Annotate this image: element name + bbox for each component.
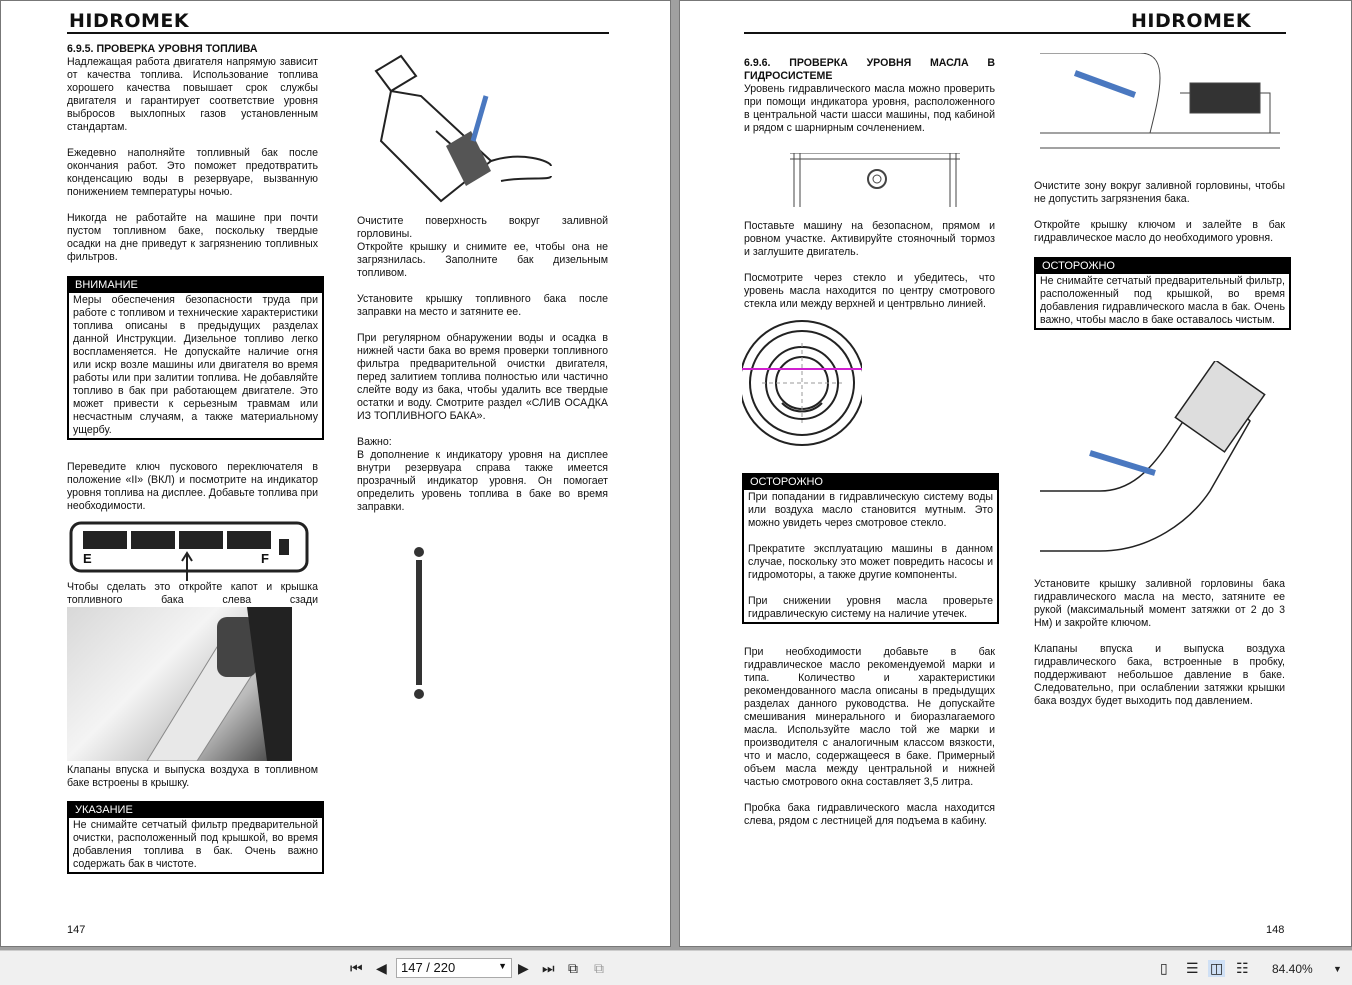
continuous-view-icon[interactable]: ☰ bbox=[1186, 960, 1199, 976]
machine-chassis-drawing bbox=[1040, 53, 1280, 169]
warning-text: Меры обеспечения безопасности труда при работе с топливом и технические характеристики топлива описаны в предыдущих разделах данной Инструкции. Дизельное топливо легко воспламеняется. Не допускайте наличие огня или искр возле машины или двигателя во время работы или при залитии топлива. Не добавляйте топливо в бак при работающем двигателе. Это может привести к серьезным травмам или несчастным случаям, а также материальному ущербу. bbox=[73, 294, 318, 436]
paragraph: Установите крышку заливной горловины бака гидравлического масла на место, затяните ее рукой (максимальный момент затяжки от 2 до 3 Нм) и закройте ключом. bbox=[1034, 578, 1285, 629]
paragraph: Уровень гидравлического масла можно проверить при помощи индикатора уровня, расположенного в центральной части шасси машины, под кабиной и рядом с шарнирным сочленением. bbox=[744, 83, 995, 134]
fuel-gauge-figure bbox=[69, 521, 309, 581]
sight-glass-frame-drawing bbox=[790, 153, 960, 207]
page-number: 147 bbox=[67, 924, 86, 936]
caution-text: При снижении уровня масла проверьте гидравлическую систему на наличие утечек. bbox=[748, 595, 993, 620]
note-title: УКАЗАНИЕ bbox=[69, 803, 322, 818]
next-page-button[interactable]: ▶ bbox=[518, 960, 529, 976]
note-box bbox=[67, 801, 324, 874]
left-col1 bbox=[67, 43, 318, 277]
paragraph: Очистите поверхность вокруг заливной горловины. bbox=[357, 215, 608, 240]
paragraph: Установите крышку топливного бака после заправки на место и затяните ее. bbox=[357, 293, 608, 318]
warning-box bbox=[67, 276, 324, 440]
hydraulic-filler-drawing bbox=[1040, 361, 1280, 553]
page-number: 148 bbox=[1266, 924, 1285, 936]
first-page-button[interactable]: ⏮ bbox=[350, 960, 363, 976]
last-page-button[interactable]: ⏭ bbox=[542, 960, 555, 976]
paragraph: Откройте крышку ключом и залейте в бак гидравлическое масло до необходимого уровня. bbox=[1034, 219, 1285, 244]
paragraph: Очистите зону вокруг заливной горловины, чтобы не допустить загрязнения бака. bbox=[1034, 180, 1285, 205]
section-title: 6.9.5. ПРОВЕРКА УРОВНЯ ТОПЛИВА bbox=[67, 43, 258, 55]
section-title: 6.9.6. ПРОВЕРКА УРОВНЯ МАСЛА В ГИДРОСИСТЕМЕ bbox=[744, 57, 995, 82]
caution-box-2 bbox=[1034, 257, 1291, 330]
two-page-view-icon[interactable]: ◫ bbox=[1210, 960, 1224, 976]
paragraph: Откройте крышку и снимите ее, чтобы она не загрязнилась. Заполните бак дизельным топливом. bbox=[357, 241, 608, 279]
page-dropdown-icon[interactable]: ▼ bbox=[498, 961, 507, 971]
key-paragraph: Переведите ключ пускового переключателя в положение «II» (ВКЛ) и посмотрите на индикатор уровня топлива на дисплее. Добавьте топлива при необходимости. bbox=[67, 461, 318, 512]
zoom-dropdown-icon[interactable]: ▼ bbox=[1333, 964, 1342, 974]
paragraph: При регулярном обнаружении воды и осадка в нижней части бака во время проверки топливного фильтра предварительной очистки двигателя, перед залитием топлива полностью или частично слейте воду из бака, чтобы удалить все твердые остатки и воду. Смотрите раздел «СЛИВ ОСАДКА ИЗ ТОПЛИВНОГО БАКА». bbox=[357, 332, 608, 422]
page-number-input[interactable] bbox=[396, 958, 512, 978]
left-page bbox=[0, 0, 671, 947]
paragraph: Клапаны впуска и выпуска воздуха гидравлического бака, встроенные в пробку, поддерживают небольшое давление в баке. Следовательно, при ослаблении затяжки крышки бака воздух будет выходить под давлением. bbox=[1034, 643, 1285, 707]
rotate-back-icon[interactable]: ⧉ bbox=[594, 960, 604, 976]
left-col2 bbox=[357, 215, 608, 527]
paragraph: Посмотрите через стекло и убедитесь, что уровень масла находится по центру смотрового стекла или между верхней и центрвльно линией. bbox=[744, 272, 995, 310]
filler-cap-drawing bbox=[361, 51, 561, 211]
caution-text: При попадании в гидравлическую систему воды или воздуха масло становится мутным. Это можно увидеть через смотровое стекло. bbox=[748, 491, 993, 529]
paragraph: Пробка бака гидравлического масла находится слева, рядом с лестницей для подъема в кабину. bbox=[744, 802, 995, 827]
caution-text: Не снимайте сетчатый предварительный фильтр, расположенный под крышкой, во время добавления гидравлического масла в бак. Очень важно, чтобы масло в баке оставалось чистым. bbox=[1040, 275, 1285, 326]
right-col2 bbox=[1034, 180, 1285, 258]
right-col1 bbox=[744, 57, 995, 148]
paragraph: Ежедевно наполняйте топливный бак после окончания работ. Это поможет предотвратить конденсацию воды в резервуаре, вызванную понижением температуры ночью. bbox=[67, 147, 318, 198]
warning-title: ВНИМАНИЕ bbox=[69, 278, 322, 293]
caution-title: ОСТОРОЖНО bbox=[1036, 259, 1289, 274]
gauge-empty-label: E bbox=[83, 551, 92, 566]
caution-box-1 bbox=[742, 473, 999, 624]
paragraph: Поставьте машину на безопасном, прямом и ровном участке. Активируйте стояночный тормоз и заглушите двигатель. bbox=[744, 220, 995, 258]
brand-logo: HIDROMEK bbox=[1131, 10, 1252, 32]
gauge-full-label: F bbox=[261, 551, 269, 566]
header-rule bbox=[744, 32, 1286, 34]
caution-title: ОСТОРОЖНО bbox=[744, 475, 997, 490]
right-col1-c bbox=[744, 646, 995, 841]
right-page bbox=[679, 0, 1352, 947]
note-text: Не снимайте сетчатый фильтр предварительной очистки, расположенный под крышкой, во время добавления топлива в бак. Очень важно содержать бак в чистоте. bbox=[73, 819, 318, 870]
caution-text: Прекратите эксплуатацию машины в данном случае, поскольку это может повредить насосы и гидромоторы, а также другие компоненты. bbox=[748, 543, 993, 581]
fuel-tank-photo bbox=[67, 607, 292, 761]
hood-paragraph: Чтобы сделать это откройте капот и крышка топливного бака слева сзади bbox=[67, 581, 318, 606]
valves-paragraph: Клапаны впуска и выпуска воздуха в топливном баке встроены в крышку. bbox=[67, 764, 318, 789]
right-col1-b bbox=[744, 220, 995, 324]
paragraph: Надлежащая работа двигателя напрямую зависит от качества топлива. Использование топлива хорошего качества повышает срок службы двигателя и гарантирует соответствие уровня выбросов выхлопных газов установленным стандартам. bbox=[67, 56, 318, 133]
sight-glass-level-drawing bbox=[742, 313, 862, 453]
paragraph: В дополнение к индикатору уровня на дисплее внутри резервуара справа также имеется прозрачный индикатор уровня. Он помогает определить уровень топлива в баке во время заправки. bbox=[357, 449, 608, 513]
single-page-view-icon[interactable]: ▯ bbox=[1160, 960, 1168, 976]
header-rule bbox=[67, 32, 609, 34]
rotate-icon[interactable]: ⧉ bbox=[568, 960, 578, 976]
prev-page-button[interactable]: ◀ bbox=[376, 960, 387, 976]
brand-logo: HIDROMEK bbox=[69, 10, 190, 32]
pdf-toolbar bbox=[0, 950, 1352, 985]
zoom-level[interactable]: 84.40% bbox=[1272, 962, 1313, 976]
paragraph: Важно: bbox=[357, 436, 392, 448]
level-indicator-drawing bbox=[411, 546, 427, 701]
right-col2-b bbox=[1034, 578, 1285, 721]
paragraph: При необходимости добавьте в бак гидравлическое масло рекомендуемой марки и типа. Количество и характеристики рекомендованного масла описаны в предыдущих разделах данного руководства. Не допускайте смешивания минерального и биоразлагаемого масла. Используйте масло той же марки и производителя с аналогичным классом вязкости, что и масло, содержащееся в баке. Примерный объем масла между центральной и нижней частью смотрового окна составляет 3,5 литра. bbox=[744, 646, 995, 788]
two-page-continuous-view-icon[interactable]: ☷ bbox=[1236, 960, 1249, 976]
page-field-value: 147 / 220 bbox=[401, 960, 456, 975]
paragraph: Никогда не работайте на машине при почти пустом топливном баке, поскольку твердые осадки на дне приведут к загрязнению топливных фильтров. bbox=[67, 212, 318, 263]
